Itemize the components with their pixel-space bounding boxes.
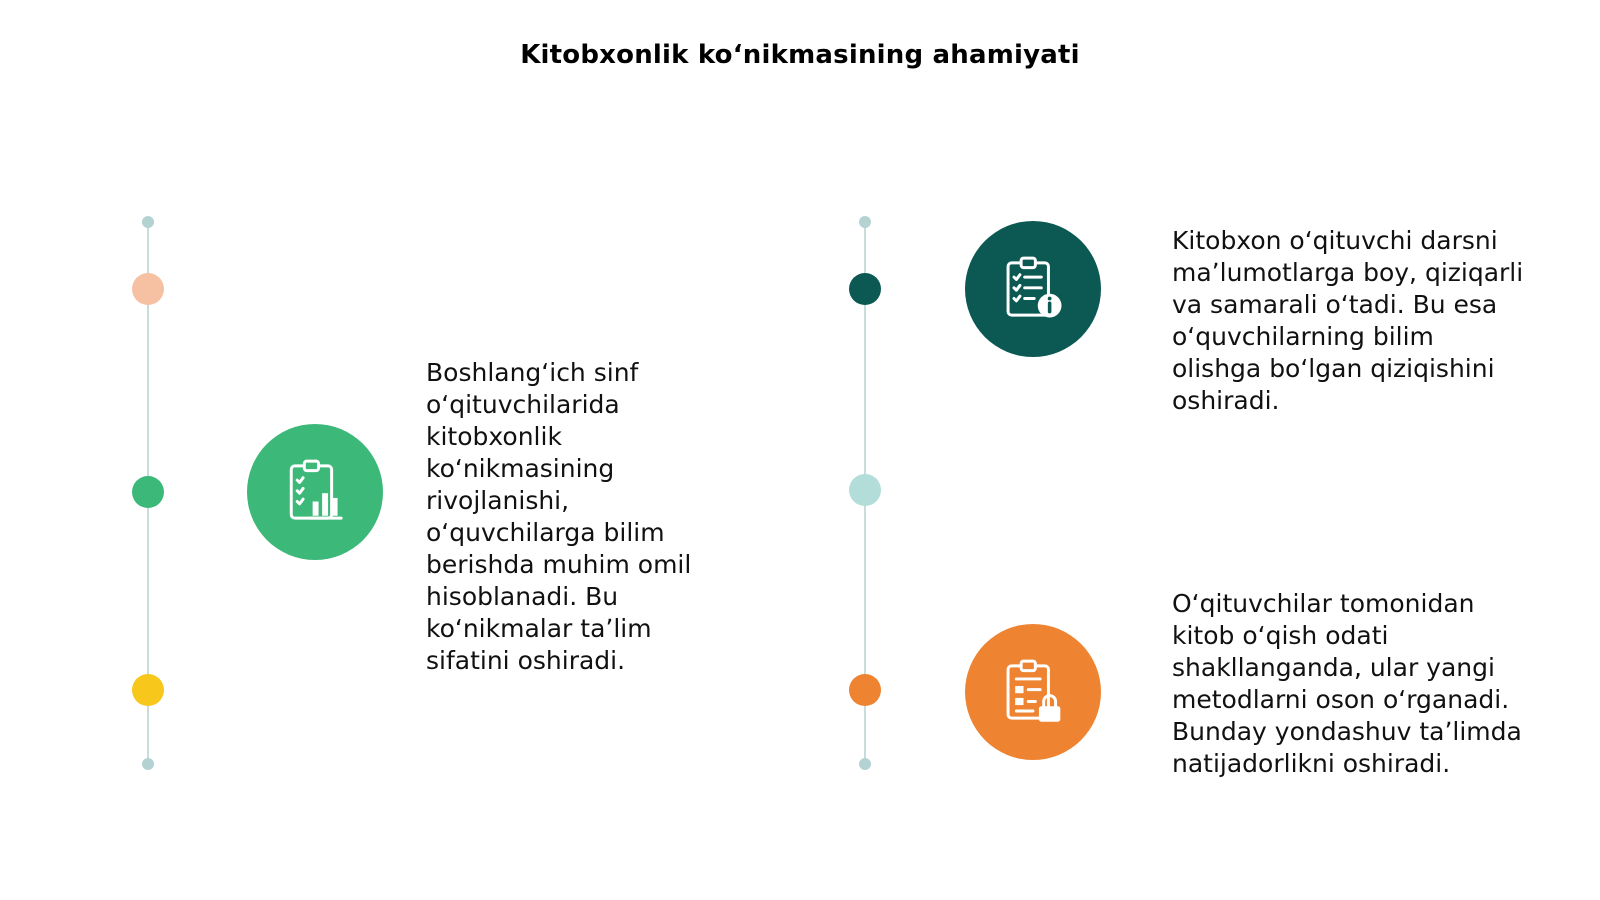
timeline-left-node-yellow xyxy=(132,674,164,706)
timeline-right-node-dark-teal xyxy=(849,273,881,305)
clipboard-chart-icon xyxy=(277,454,353,530)
timeline-left-end-dot xyxy=(142,758,154,770)
timeline-right-node-orange xyxy=(849,674,881,706)
item-1-text: Boshlangʻich sinf oʻqituvchilarida kitobxonlik koʻnikmasining rivojlanishi, oʻquvchilarga bilim berishda muhim omil hisoblanadi. Bu koʻnikmalar taʼlim sifatini oshiradi. xyxy=(426,358,692,675)
item-2-icon-circle xyxy=(965,221,1101,357)
clipboard-lock-icon xyxy=(995,654,1071,730)
item-3-text: Oʻqituvchilar tomonidan kitob oʻqish odati shakllanganda, ular yangi metodlarni oson oʻrganadi. Bunday yondashuv taʼlimda natijadorlikni oshiradi. xyxy=(1172,589,1522,778)
timeline-left-start-dot xyxy=(142,216,154,228)
timeline-left-node-green xyxy=(132,476,164,508)
timeline-left-node-peach xyxy=(132,273,164,305)
timeline-right-end-dot xyxy=(859,758,871,770)
item-2-text: Kitobxon oʻqituvchi darsni maʼlumotlarga boy, qiziqarli va samarali oʻtadi. Bu esa oʻquvchilarning bilim olishga boʻlgan qiziqishini oshiradi. xyxy=(1172,226,1524,415)
timeline-right-node-light-teal xyxy=(849,474,881,506)
item-1-icon-circle xyxy=(247,424,383,560)
clipboard-info-icon xyxy=(995,251,1071,327)
page-title: Kitobxonlik koʻnikmasining ahamiyati xyxy=(520,40,1080,70)
timeline-right-start-dot xyxy=(859,216,871,228)
item-3-icon-circle xyxy=(965,624,1101,760)
